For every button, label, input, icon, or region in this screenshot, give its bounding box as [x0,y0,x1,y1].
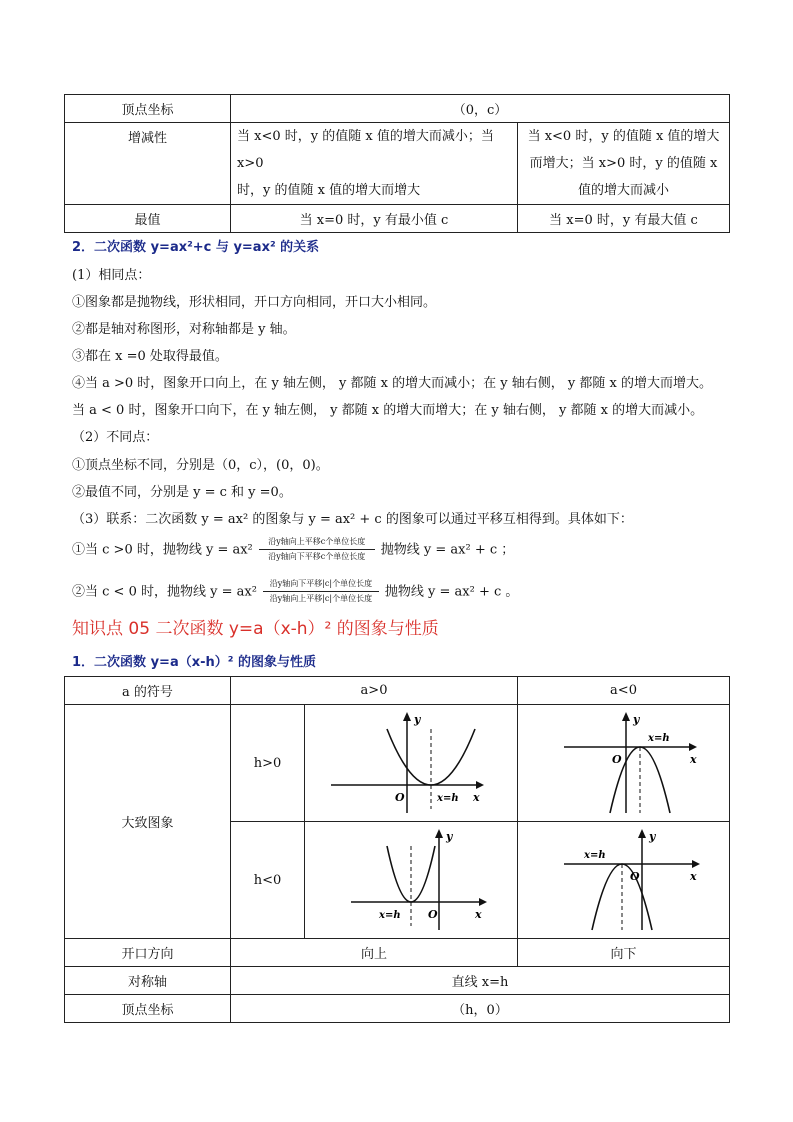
origin-label: O [629,870,640,883]
text-line: 当 x<0 时，y 的值随 x 值的增大 [527,129,720,144]
text: 抛物线 y = ax² + c 。 [384,584,519,600]
origin-label: O [611,753,622,766]
table-row [65,123,730,205]
table-cell-label: 增减性 [65,123,231,205]
paragraph: ②最值不同，分别是 y = c 和 y =0。 [72,485,292,500]
sub-heading: 1．二次函数 y=a（x-h）² 的图象与性质 [72,655,316,670]
table-cell-value: 向下 [518,939,730,967]
table-cell-value [518,123,730,205]
paragraph: ③都在 x =0 处取得最值。 [72,349,228,364]
table-cell-label: 最值 [65,205,231,233]
arrow-bar [259,549,375,550]
table-cell-label: a 的符号 [65,677,231,705]
graph-cell [518,705,730,822]
table-cell-label: 大致图象 [65,705,231,939]
table-cell-label: 对称轴 [65,967,231,995]
graph-a-pos-h-pos [311,709,511,817]
text: 抛物线 y = ax² + c ； [380,542,515,558]
table-row [65,95,730,123]
origin-label: O [395,791,405,804]
axis-of-symmetry-label: x=h [583,850,606,861]
properties-table-1 [64,94,730,233]
table-row [65,995,730,1023]
arrow-label-bottom: 沿y轴向下平移c个单位长度 [268,552,366,561]
axis-label-x: x [689,870,697,883]
arrow-bar [263,591,379,592]
paragraph: （3）联系：二次函数 y = ax² 的图象与 y = ax² + c 的图象可以通过平移互相得到。具体如下： [72,512,633,527]
table-cell-label: 顶点坐标 [65,995,231,1023]
arrow-label-top: 沿y轴向下平移|c|个单位长度 [269,579,373,588]
origin-label: O [428,908,438,921]
table-cell-label: h<0 [231,822,305,939]
table-row [65,939,730,967]
graph-a-pos-h-neg [311,826,511,934]
table-cell-value: （0，c） [231,95,730,123]
table-cell-value: 直线 x=h [231,967,730,995]
paragraph: ④当 a >0 时，图象开口向上，在 y 轴左侧， y 都随 x 的增大而减小；在 y 轴右侧， y 都随 x 的增大而增大。 [72,376,712,391]
table-cell-value: a<0 [518,677,730,705]
paragraph: (1）相同点： [72,268,151,283]
properties-table-2 [64,676,730,1023]
text-line: 时，y 的值随 x 值的增大而增大 [237,183,421,198]
axis-label-x: x [473,791,480,804]
table-cell-value: 当 x=0 时，y 有最大值 c [518,205,730,233]
table-cell-label: h>0 [231,705,305,822]
paragraph: 当 a < 0 时，图象开口向下，在 y 轴左侧， y 都随 x 的增大而增大；在 y 轴右侧， y 都随 x 的增大而减小。 [72,403,704,418]
graph-cell [305,822,518,939]
axis-label-x: x [689,753,697,766]
axis-label-y: y [632,713,639,726]
arrow-label-bottom: 沿y轴向上平移|c|个单位长度 [269,594,373,603]
table-cell-label: 顶点坐标 [65,95,231,123]
text-line: 值的增大而减小 [577,183,669,198]
translation-arrow [255,538,379,562]
axis-label-y: y [446,830,453,843]
graph-a-neg-h-pos [524,709,724,817]
table-cell-value [231,123,518,205]
table-cell-value: a>0 [231,677,518,705]
text: ②当 c < 0 时，抛物线 y = ax² [72,584,257,600]
paragraph: ①顶点坐标不同，分别是（0，c），(0，0)。 [72,458,329,473]
arrow-label-top: 沿y轴向上平移c个单位长度 [268,537,366,546]
section-heading: 2．二次函数 y=ax²+c 与 y=ax² 的关系 [72,240,320,255]
table-cell-value: （h，0） [231,995,730,1023]
axis-label-x: x [475,908,482,921]
translation-arrow [259,580,383,604]
axis-label-y: y [648,830,655,843]
text-line: 而增大；当 x>0 时，y 的值随 x [529,156,718,171]
axis-of-symmetry-label: x=h [379,910,401,921]
section-title: 知识点 05 二次函数 y=a（x-h）² 的图象与性质 [72,619,439,639]
graph-a-neg-h-neg [524,826,724,934]
table-cell-value: 当 x=0 时，y 有最小值 c [231,205,518,233]
paragraph: ②都是轴对称图形，对称轴都是 y 轴。 [72,322,296,337]
text: ①当 c >0 时，抛物线 y = ax² [72,542,253,558]
table-cell-label: 开口方向 [65,939,231,967]
axis-label-y: y [414,713,421,726]
translation-case-2 [72,580,518,604]
table-row [65,705,730,822]
text-line: 当 x<0 时，y 的值随 x 值的增大而减小；当 x>0 [237,129,494,171]
graph-cell [305,705,518,822]
paragraph: ①图象都是抛物线，形状相同，开口方向相同，开口大小相同。 [72,295,437,310]
axis-of-symmetry-label: x=h [437,793,459,804]
translation-case-1 [72,538,514,562]
table-row [65,205,730,233]
table-row [65,677,730,705]
graph-cell [518,822,730,939]
paragraph: （2）不同点： [72,430,159,445]
axis-of-symmetry-label: x=h [647,733,670,744]
table-cell-value: 向上 [231,939,518,967]
table-row [65,967,730,995]
